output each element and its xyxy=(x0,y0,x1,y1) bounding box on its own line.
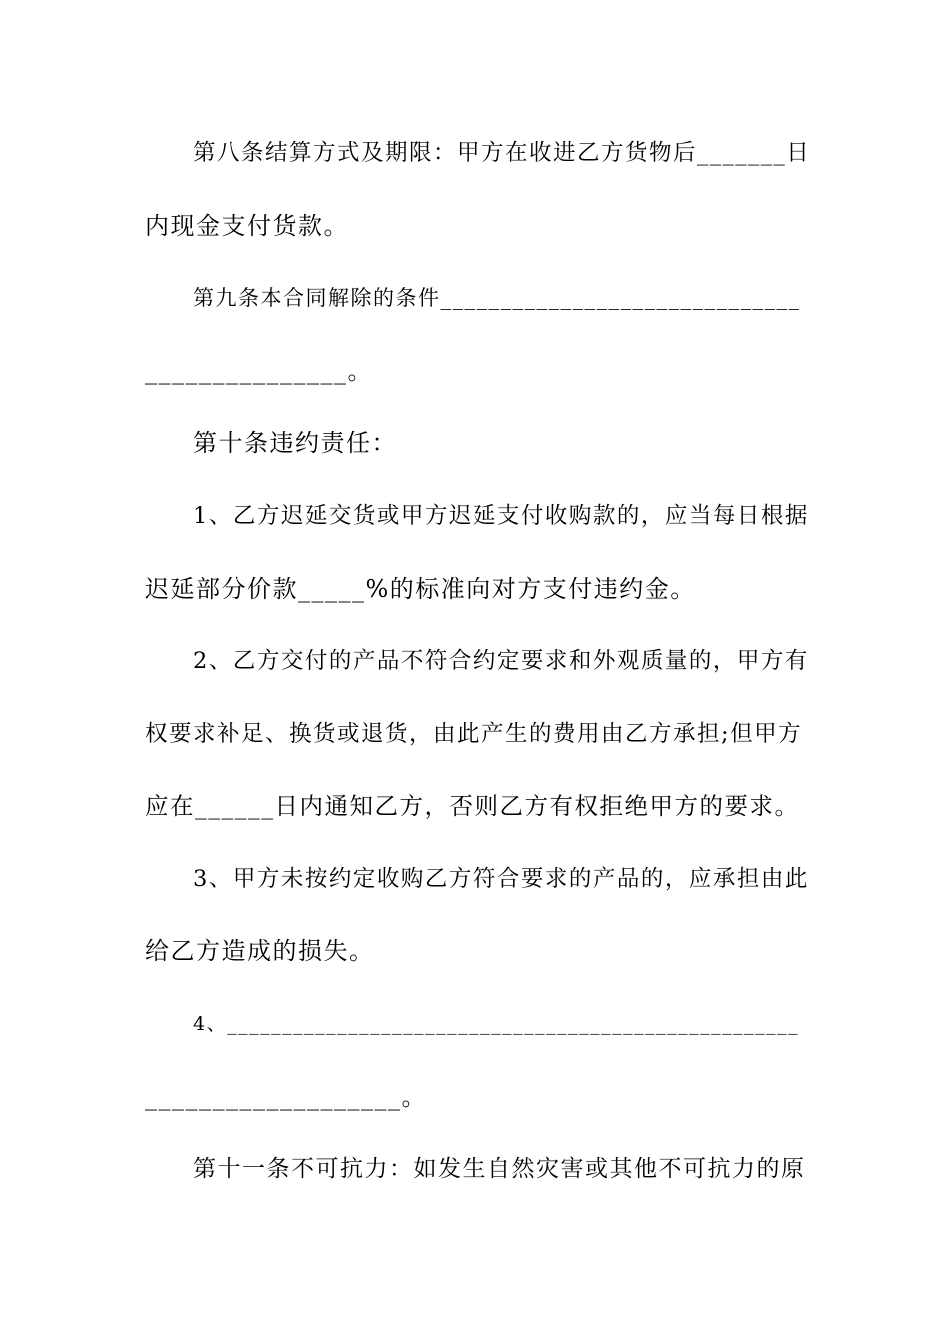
clause-2-line-3: 应在______日内通知乙方，否则乙方有权拒绝甲方的要求。 xyxy=(145,792,800,820)
article-10-heading: 第十条违约责任： xyxy=(193,429,397,457)
article-8-line-1: 第八条结算方式及期限：甲方在收进乙方货物后_______日 xyxy=(193,140,811,166)
article-11-line-1: 第十一条不可抗力：如发生自然灾害或其他不可抗力的原 xyxy=(193,1156,806,1182)
clause-1-line-1: 1、乙方迟延交货或甲方迟延支付收购款的，应当每日根据 xyxy=(193,503,809,529)
article-9-line-1: 第九条本合同解除的条件______________________________ xyxy=(193,286,801,310)
clause-2-line-1: 2、乙方交付的产品不符合约定要求和外观质量的，甲方有 xyxy=(193,648,809,674)
article-8-line-2: 内现金支付货款。 xyxy=(145,212,349,240)
clause-3-line-1: 3、甲方未按约定收购乙方符合要求的产品的，应承担由此 xyxy=(193,866,809,892)
clause-4-line-1: 4、____________________________________________________ xyxy=(193,1013,800,1035)
clause-3-line-2: 给乙方造成的损失。 xyxy=(145,937,375,965)
article-9-line-2: _______________。 xyxy=(145,357,373,385)
clause-1-line-2: 迟延部分价款_____%的标准向对方支付违约金。 xyxy=(145,575,696,603)
clause-2-line-2: 权要求补足、换货或退货，由此产生的费用由乙方承担;但甲方 xyxy=(145,721,803,747)
clause-4-line-2: ___________________。 xyxy=(145,1083,427,1111)
